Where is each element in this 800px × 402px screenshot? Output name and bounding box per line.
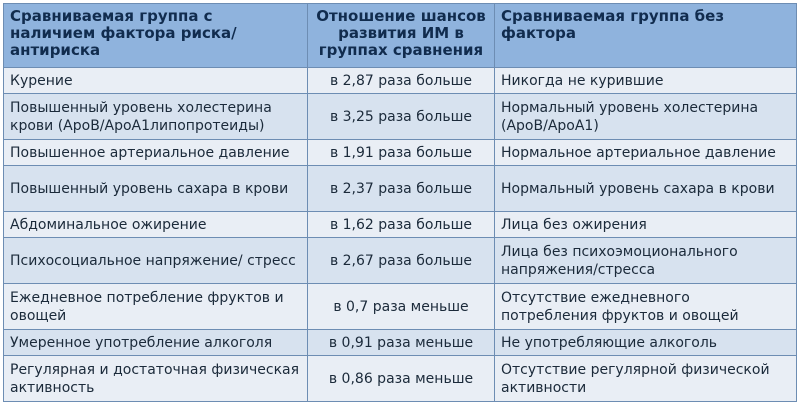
- cell-odds-ratio: в 2,67 раза больше: [308, 238, 495, 284]
- cell-risk-group: Повышенное артериальное давление: [4, 140, 308, 166]
- table-row: [4, 166, 797, 212]
- header-risk-group: Сравниваемая группа с наличием фактора риска/ антириска: [4, 4, 308, 68]
- cell-control-group: Лица без ожирения: [495, 212, 797, 238]
- risk-factor-table-container: [3, 3, 796, 396]
- table-row: [4, 356, 797, 402]
- cell-risk-group: Психосоциальное напряжение/ стресс: [4, 238, 308, 284]
- table-row: [4, 140, 797, 166]
- cell-risk-group: Абдоминальное ожирение: [4, 212, 308, 238]
- cell-control-group: Отсутствие регулярной физической активности: [495, 356, 797, 402]
- cell-odds-ratio: в 1,91 раза больше: [308, 140, 495, 166]
- cell-control-group: Не употребляющие алкоголь: [495, 330, 797, 356]
- risk-factor-table: [3, 3, 797, 402]
- header-control-group: Сравниваемая группа без фактора: [495, 4, 797, 68]
- table-row: [4, 212, 797, 238]
- cell-risk-group: Ежедневное потребление фруктов и овощей: [4, 284, 308, 330]
- table-row: [4, 68, 797, 94]
- cell-odds-ratio: в 2,37 раза больше: [308, 166, 495, 212]
- cell-risk-group: Повышенный уровень сахара в крови: [4, 166, 308, 212]
- cell-odds-ratio: в 0,91 раза меньше: [308, 330, 495, 356]
- cell-control-group: Лица без психоэмоционального напряжения/стресса: [495, 238, 797, 284]
- table-row: [4, 284, 797, 330]
- table-row: [4, 330, 797, 356]
- cell-control-group: Отсутствие ежедневного потребления фруктов и овощей: [495, 284, 797, 330]
- cell-risk-group: Повышенный уровень холестерина крови (ApoB/ApoA1липопротеиды): [4, 94, 308, 140]
- table-row: [4, 238, 797, 284]
- cell-risk-group: Регулярная и достаточная физическая активность: [4, 356, 308, 402]
- cell-risk-group: Умеренное употребление алкоголя: [4, 330, 308, 356]
- cell-risk-group: Курение: [4, 68, 308, 94]
- table-row: [4, 94, 797, 140]
- cell-control-group: Никогда не курившие: [495, 68, 797, 94]
- cell-control-group: Нормальный уровень сахара в крови: [495, 166, 797, 212]
- cell-odds-ratio: в 0,7 раза меньше: [308, 284, 495, 330]
- table-header-row: [4, 4, 797, 68]
- cell-odds-ratio: в 0,86 раза меньше: [308, 356, 495, 402]
- cell-control-group: Нормальное артериальное давление: [495, 140, 797, 166]
- cell-odds-ratio: в 1,62 раза больше: [308, 212, 495, 238]
- cell-odds-ratio: в 2,87 раза больше: [308, 68, 495, 94]
- header-odds-ratio: Отношение шансов развития ИМ в группах сравнения: [308, 4, 495, 68]
- cell-odds-ratio: в 3,25 раза больше: [308, 94, 495, 140]
- cell-control-group: Нормальный уровень холестерина (ApoB/ApoA1): [495, 94, 797, 140]
